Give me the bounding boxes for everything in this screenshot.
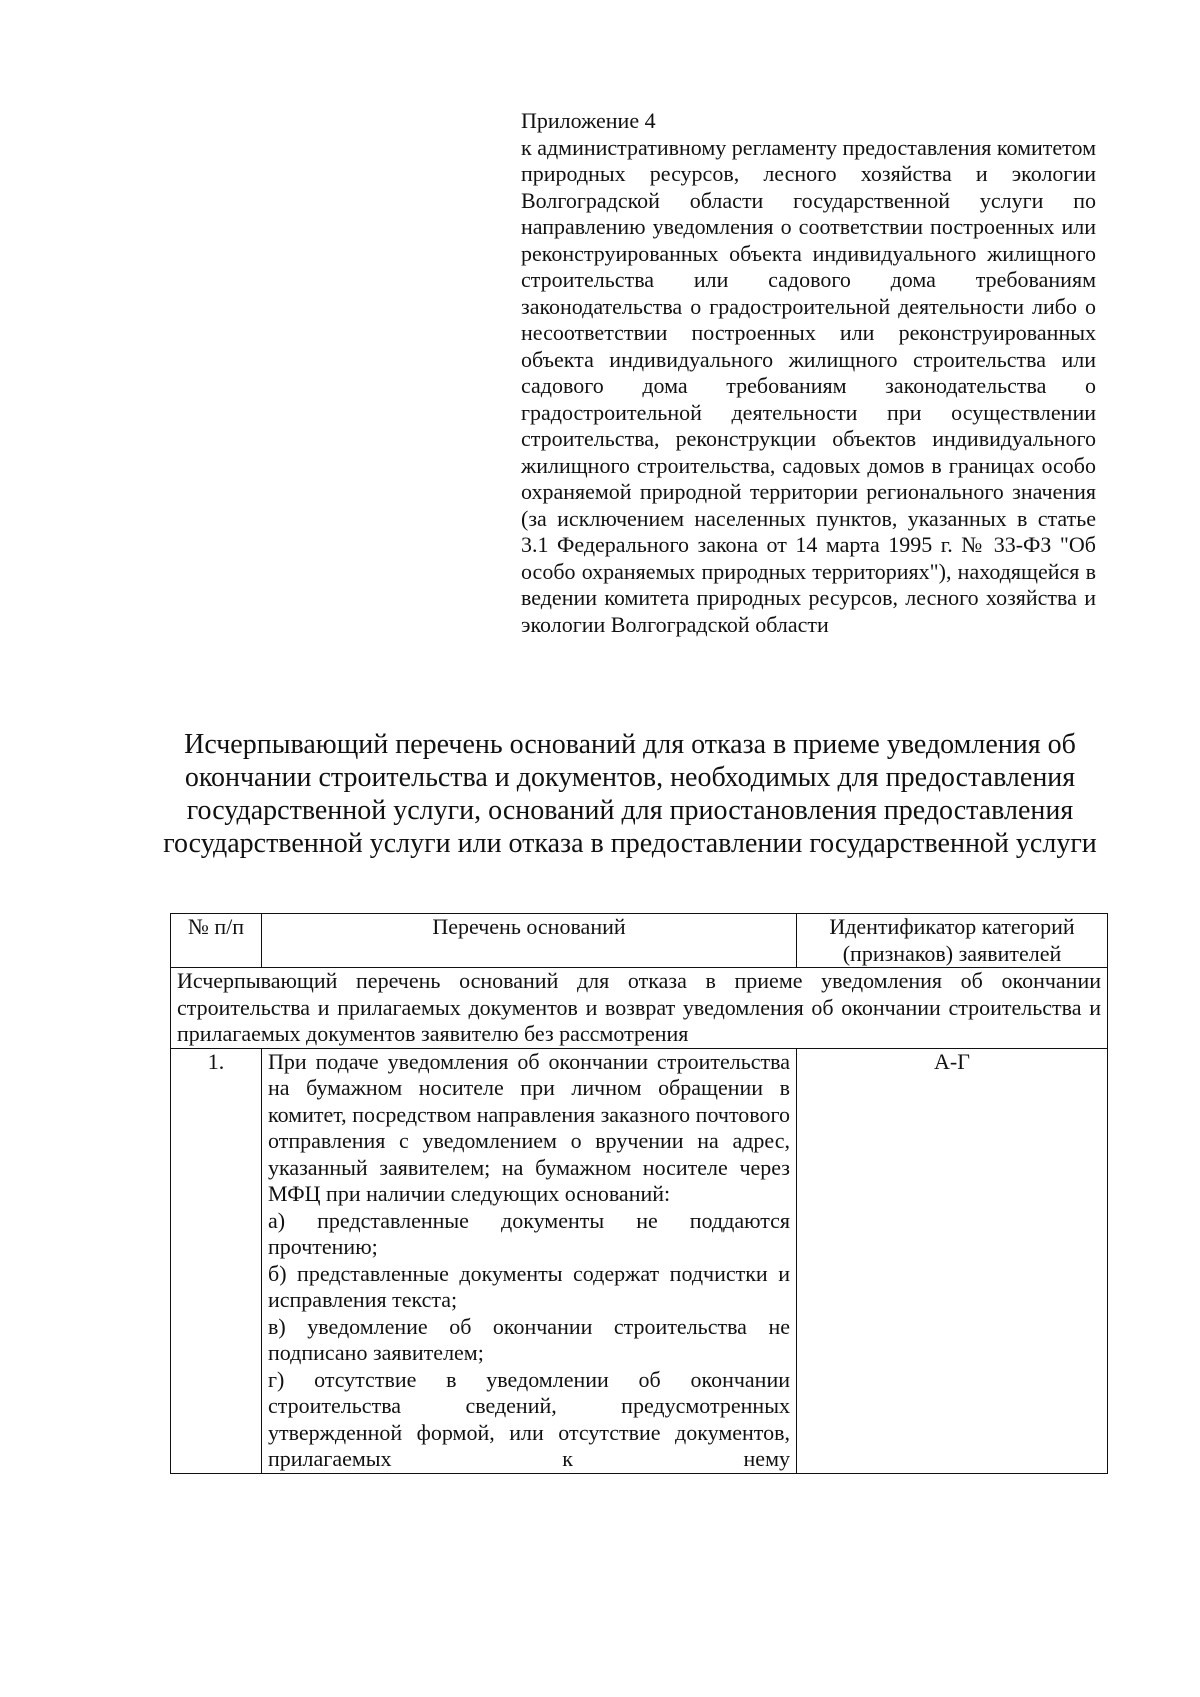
row-applicant-category: А-Г — [797, 1048, 1108, 1473]
row-intro: При подаче уведомления об окончании строительства на бумажном носителе при личном обращении в комитет, посредством направления заказного почтового отправления с уведомлением о вручении на адрес, указанный заявителем; на бумажном носителе через МФЦ при наличии следующих оснований: — [268, 1048, 790, 1206]
header-applicant-category: Идентификатор категорий (признаков) заявителей — [797, 914, 1108, 968]
grounds-table — [170, 913, 1108, 1474]
table-row — [171, 1048, 1108, 1473]
row-grounds — [262, 1048, 797, 1473]
list-item: в) уведомление об окончании строительства не подписано заявителем; — [268, 1313, 790, 1365]
document-heading: Исчерпывающий перечень оснований для отказа в приеме уведомления об окончании строительства и документов, необходимых для предоставления государственной услуги, оснований для приостановления предоставления государственной услуги или отказа в предоставлении государственной услуги — [163, 729, 1097, 859]
list-item: г) отсутствие в уведомлении об окончании строительства сведений, предусмотренных утвержденной формой, или отсутствие документов, прилагаемых к нему — [268, 1366, 790, 1471]
row-number: 1. — [171, 1048, 262, 1473]
section-title: Исчерпывающий перечень оснований для отказа в приеме уведомления об окончании строительства и прилагаемых документов и возврат уведомления об окончании строительства и прилагаемых документов заявителю без рассмотрения — [171, 968, 1108, 1049]
list-item: а) представленные документы не поддаются прочтению; — [268, 1207, 790, 1259]
appendix-title: Приложение 4 — [521, 108, 656, 133]
appendix-block — [521, 108, 1096, 638]
section-row — [171, 968, 1108, 1049]
list-item: б) представленные документы содержат подчистки и исправления текста; — [268, 1260, 790, 1312]
header-grounds-list: Перечень оснований — [262, 914, 797, 968]
appendix-text: к административному регламенту предоставления комитетом природных ресурсов, лесного хозяйства и экологии Волгоградской области государственной услуги по направлению уведомления о соответствии построенных или реконструированных объекта индивидуального жилищного строительства или садового дома требованиям законодательства о градостроительной деятельности либо о несоответствии построенных или реконструированных объекта индивидуального жилищного строительства или садового дома требованиям законодательства о градостроительной деятельности при осуществлении строительства, реконструкции объектов индивидуального жилищного строительства, садовых домов в границах особо охраняемой природной территории регионального значения (за исключением населенных пунктов, указанных в статье 3.1 Федерального закона от 14 марта 1995 г. № 33-ФЗ "Об особо охраняемых природных территориях"), находящейся в ведении комитета природных ресурсов, лесного хозяйства и экологии Волгоградской области — [521, 134, 1096, 637]
table-header-row — [171, 914, 1108, 968]
header-number: № п/п — [171, 914, 262, 968]
